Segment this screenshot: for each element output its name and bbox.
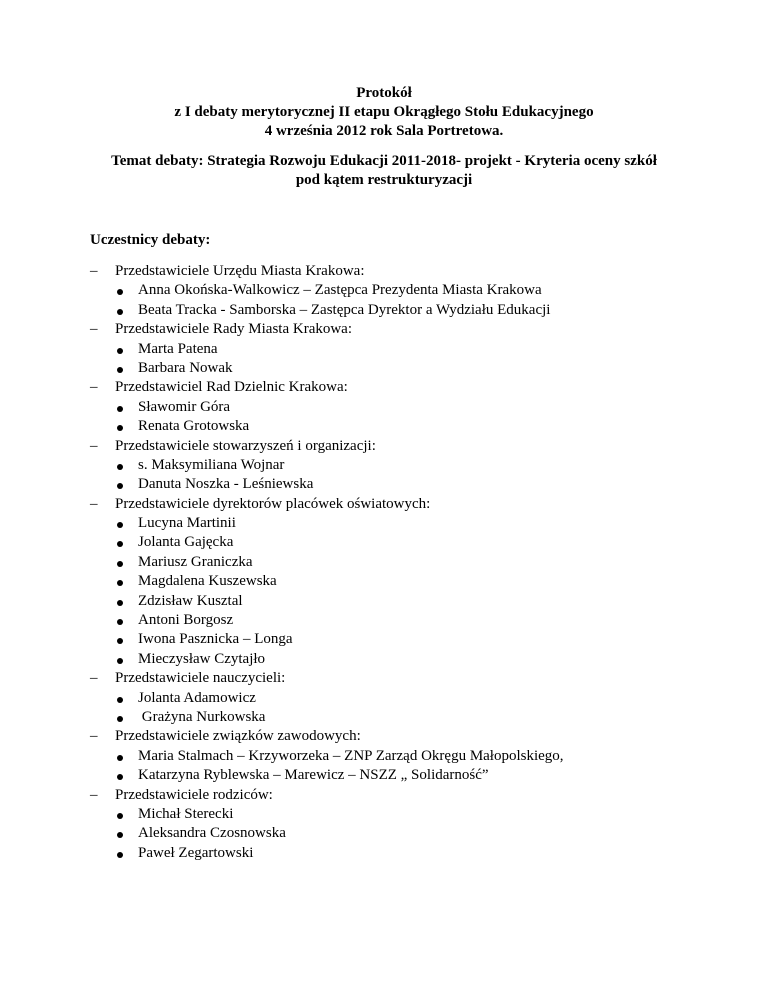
bullet-icon [117,813,123,819]
bullet-icon [117,755,123,761]
list-item [0,630,768,649]
participant-name: Sławomir Góra [138,398,231,415]
group-label: Przedstawiciele rodziców: [115,786,273,803]
list-item [0,747,768,766]
list-item [0,650,768,669]
participant-name: Beata Tracka - Samborska – Zastępca Dyrektor a Wydziału Edukacji [138,301,551,318]
bullet-icon [117,483,123,489]
bullet-icon [117,541,123,547]
participant-name: Danuta Noszka - Leśniewska [138,476,314,493]
group-label: Przedstawiciele związków zawodowych: [115,728,361,745]
list-item [0,456,768,475]
dash-marker: – [90,437,98,454]
participant-name: Paweł Zegartowski [138,844,254,861]
bullet-icon [117,309,123,315]
document-title [0,84,768,141]
dash-marker: – [90,670,98,687]
participant-name: Mariusz Graniczka [138,553,253,570]
list-item [0,340,768,359]
group-label: Przedstawiciele Rady Miasta Krakowa: [115,321,353,338]
list-item [0,708,768,727]
participant-name: s. Maksymiliana Wojnar [138,456,285,473]
list-item [0,417,768,436]
participant-name: Barbara Nowak [138,359,233,376]
title-line-3: 4 września 2012 rok Sala Portretowa. [264,123,504,139]
participant-name: Iwona Pasznicka – Longa [138,631,293,648]
participant-group [0,262,768,281]
participant-group [0,786,768,805]
list-item [0,398,768,417]
group-label: Przedstawiciele dyrektorów placówek oświatowych: [115,495,431,512]
participant-group [0,495,768,514]
participant-group [0,378,768,397]
list-item [0,572,768,591]
participant-group [0,669,768,688]
group-label: Przedstawiciel Rad Dzielnic Krakowa: [115,379,348,396]
list-item [0,281,768,300]
participant-name: Grażyna Nurkowska [138,708,266,725]
participant-group [0,727,768,746]
participant-name: Renata Grotowska [138,418,250,435]
dash-marker: – [90,728,98,745]
bullet-icon [117,716,123,722]
group-label: Przedstawiciele stowarzyszeń i organizacji: [115,437,376,454]
list-item [0,592,768,611]
participant-group [0,437,768,456]
dash-marker: – [90,495,98,512]
participant-name: Michał Sterecki [138,805,234,822]
topic-line-1: Temat debaty: Strategia Rozwoju Edukacji 2011-2018- projekt - Kryteria oceny szkół [111,153,657,169]
list-item [0,766,768,785]
title-line-1: Protokół [356,85,412,101]
bullet-icon [117,522,123,528]
dash-marker: – [90,379,98,396]
list-item [0,301,768,320]
bullet-icon [117,406,123,412]
group-label: Przedstawiciele Urzędu Miasta Krakowa: [115,263,365,279]
dash-marker: – [90,263,98,279]
participant-name: Jolanta Gajęcka [138,534,234,551]
topic-line-2: pod kątem restrukturyzacji [295,172,473,188]
bullet-icon [117,425,123,431]
participant-name: Mieczysław Czytajło [138,650,266,667]
bullet-icon [117,658,123,664]
bullet-icon [117,600,123,606]
participant-name: Anna Okońska-Walkowicz – Zastępca Prezydenta Miasta Krakowa [138,282,542,299]
participant-name: Aleksandra Czosnowska [138,825,286,842]
bullet-icon [117,697,123,703]
list-item [0,359,768,378]
list-item [0,553,768,572]
participant-name: Magdalena Kuszewska [138,573,277,590]
debate-topic [0,152,768,190]
bullet-icon [117,367,123,373]
list-item [0,533,768,552]
bullet-icon [117,619,123,625]
bullet-icon [117,561,123,567]
participant-group [0,320,768,339]
bullet-icon [117,580,123,586]
bullet-icon [117,348,123,354]
participants-heading: Uczestnicy debaty: [90,232,211,248]
bullet-icon [117,464,123,470]
bullet-icon [117,289,123,295]
participants-list [0,262,768,863]
list-item [0,805,768,824]
bullet-icon [117,638,123,644]
participant-name: Jolanta Adamowicz [138,689,256,706]
participant-name: Zdzisław Kusztal [138,592,243,609]
bullet-icon [117,774,123,780]
participant-name: Katarzyna Ryblewska – Marewicz – NSZZ „ Solidarność” [138,767,489,784]
title-line-2: z I debaty merytorycznej II etapu Okrągłego Stołu Edukacyjnego [174,104,594,120]
list-item [0,824,768,843]
participant-name: Marta Patena [138,340,218,357]
bullet-icon [117,832,123,838]
list-item [0,611,768,630]
dash-marker: – [90,321,98,338]
participant-name: Lucyna Martinii [138,515,236,532]
list-item [0,514,768,533]
list-item [0,844,768,863]
list-item [0,689,768,708]
bullet-icon [117,852,123,858]
list-item [0,475,768,494]
dash-marker: – [90,786,98,803]
participant-name: Maria Stalmach – Krzyworzeka – ZNP Zarząd Okręgu Małopolskiego, [138,747,564,764]
group-label: Przedstawiciele nauczycieli: [115,670,286,687]
participant-name: Antoni Borgosz [138,612,234,629]
